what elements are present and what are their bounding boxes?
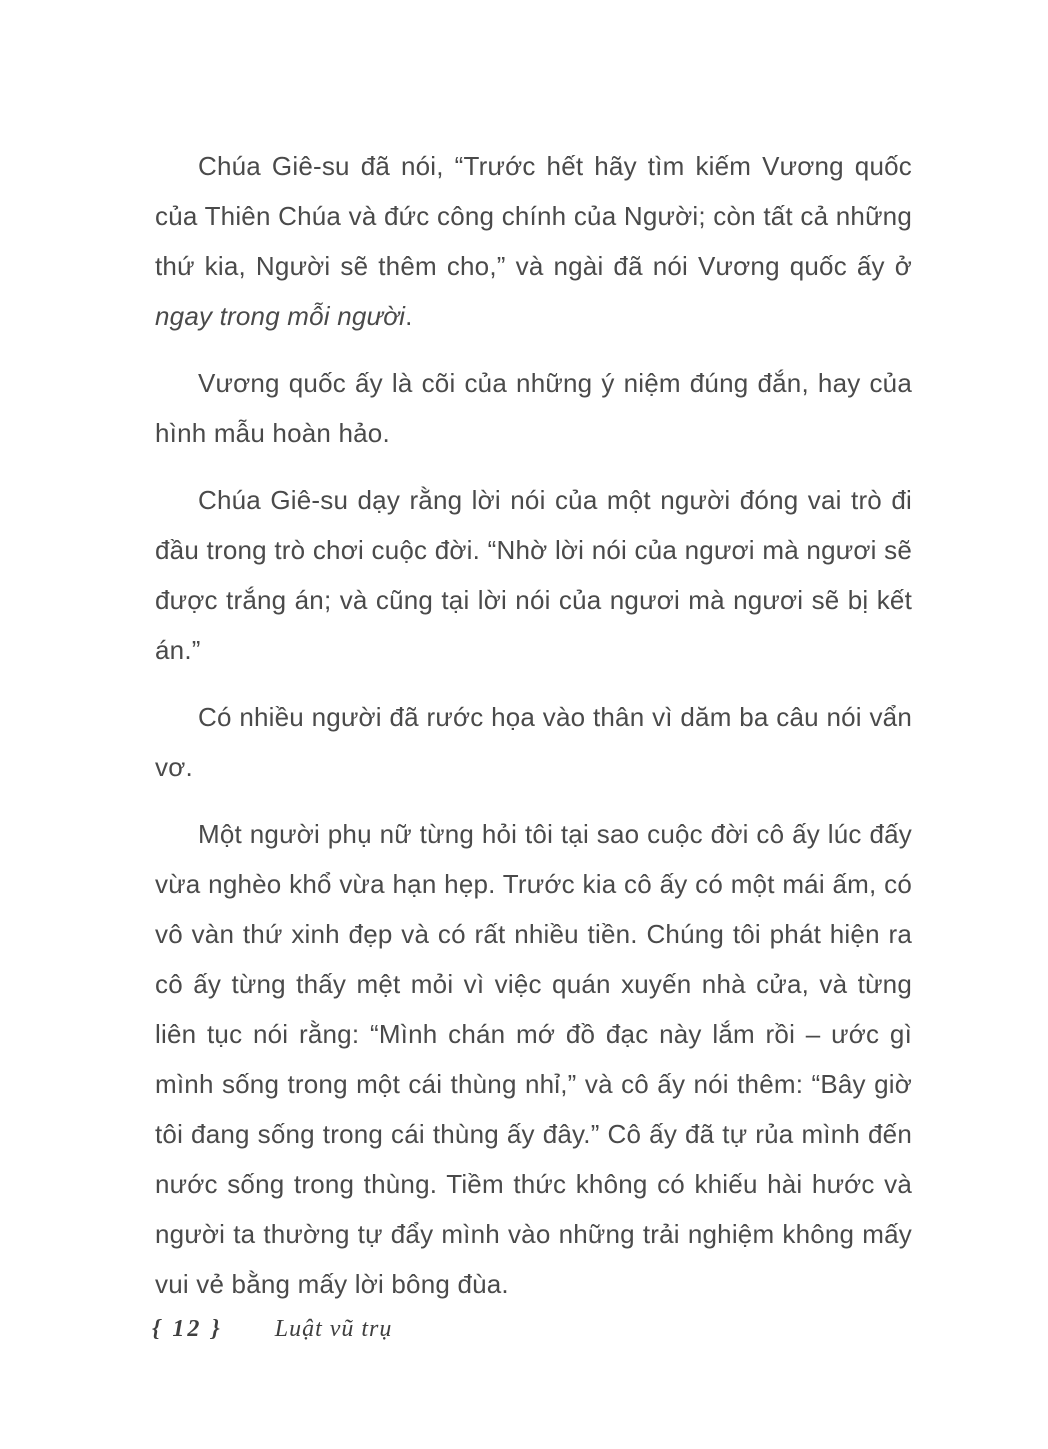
paragraph [155, 809, 912, 1309]
paragraph-text: Có nhiều người đã rước họa vào thân vì dăm ba câu nói vẩn vơ. [155, 702, 912, 782]
paragraph [155, 358, 912, 458]
page-footer [152, 1316, 392, 1343]
paragraph-text: Chúa Giê-su dạy rằng lời nói của một người đóng vai trò đi đầu trong trò chơi cuộc đời. “Nhờ lời nói của ngươi mà ngươi sẽ được trắng án; và cũng tại lời nói của ngươi mà ngươi sẽ bị kết án.” [155, 485, 912, 665]
paragraph-text: Chúa Giê-su đã nói, “Trước hết hãy tìm kiếm Vương quốc của Thiên Chúa và đức công chính của Người; còn tất cả những thứ kia, Người sẽ thêm cho,” và ngài đã nói Vương quốc ấy ở [155, 151, 912, 281]
paragraph-text: Một người phụ nữ từng hỏi tôi tại sao cuộc đời cô ấy lúc đấy vừa nghèo khổ vừa hạn hẹp. Trước kia cô ấy có một mái ấm, có vô vàn thứ xinh đẹp và có rất nhiều tiền. Chúng tôi phát hiện ra cô ấy từng thấy mệt mỏi vì việc quán xuyến nhà cửa, và từng liên tục nói rằng: “Mình chán mớ đồ đạc này lắm rồi – ước gì mình sống trong một cái thùng nhỉ,” và cô ấy nói thêm: “Bây giờ tôi đang sống trong cái thùng ấy đây.” Cô ấy đã tự rủa mình đến nước sống trong thùng. Tiềm thức không có khiếu hài hước và người ta thường tự đẩy mình vào những trải nghiệm không mấy vui vẻ bằng mấy lời bông đùa. [155, 819, 912, 1299]
body-text-block [155, 141, 912, 1326]
paragraph [155, 475, 912, 675]
book-title: Luật vũ trụ [274, 1316, 393, 1342]
italic-phrase: ngay trong mỗi người [155, 301, 406, 331]
paragraph [155, 692, 912, 792]
page-number: { 12 } [152, 1316, 223, 1342]
paragraph-text: . [405, 301, 413, 331]
paragraph-text: Vương quốc ấy là cõi của những ý niệm đúng đắn, hay của hình mẫu hoàn hảo. [155, 368, 912, 448]
paragraph [155, 141, 912, 341]
